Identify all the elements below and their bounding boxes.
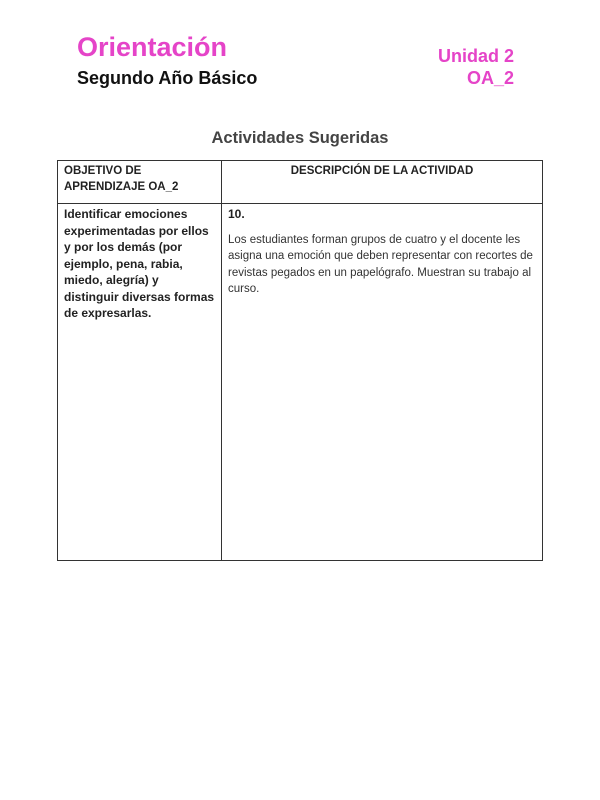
section-title: Actividades Sugeridas [211, 129, 389, 147]
table-row [58, 204, 543, 561]
activity-number: 10. [228, 207, 245, 221]
activity-text: Los estudiantes forman grupos de cuatro y el docente les asigna una emoción que deben representar con recortes de revistas pegados en un papelógrafo. Muestran su trabajo al curso. [228, 234, 533, 295]
objective-cell: Identificar emociones experimentadas por ellos y por los demás (por ejemplo, pena, rabia, miedo, alegría) y distinguir diversas formas de expresarlas. [58, 204, 222, 561]
table-header-row [58, 161, 543, 204]
description-header: DESCRIPCIÓN DE LA ACTIVIDAD [222, 161, 543, 204]
objective-header: OBJETIVO DE APRENDIZAJE OA_2 [58, 161, 222, 204]
oa-label: OA_2 [466, 68, 514, 88]
subject-title: Orientación [77, 32, 228, 62]
activities-table [57, 160, 543, 561]
description-cell [222, 204, 543, 561]
unit-label: Unidad 2 [437, 46, 514, 66]
grade-title: Segundo Año Básico [77, 68, 258, 88]
